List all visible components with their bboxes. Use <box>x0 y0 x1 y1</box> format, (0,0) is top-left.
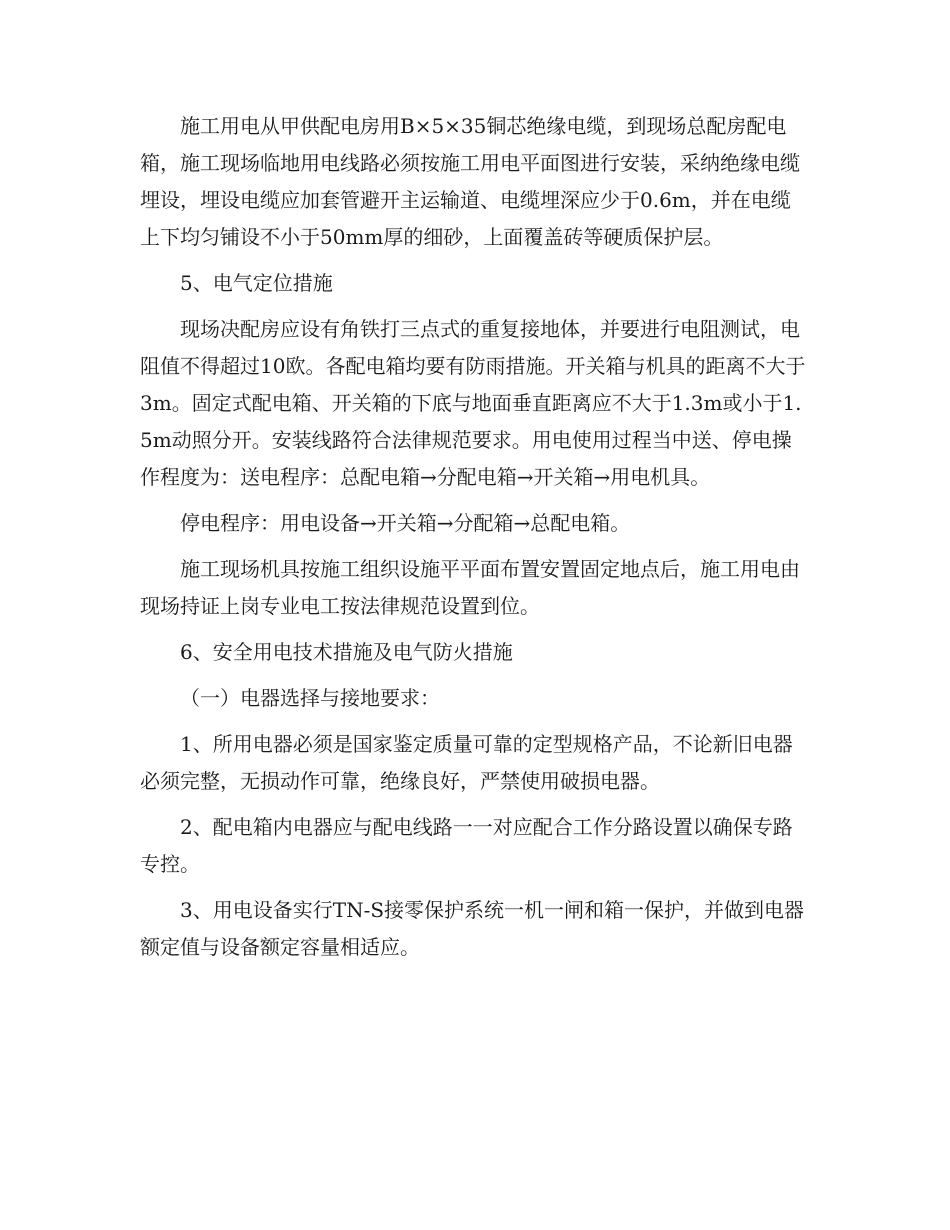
list-item-2: 2、配电箱内电器应与配电线路一一对应配合工作分路设置以确保专路专控。 <box>140 815 793 876</box>
list-item-3: 3、用电设备实行TN-S接零保护系统一机一闸和箱一保护，并做到电器额定值与设备额定容量相适应。 <box>140 898 805 959</box>
paragraph-equipment-placement: 施工现场机具按施工组织设施平平面布置安置固定地点后，施工用电由现场持证上岗专业电工按法律规范设置到位。 <box>140 557 800 618</box>
list-item-1: 1、所用电器必须是国家鉴定质量可靠的定型规格产品，不论新旧电器必须完整，无损动作可靠，绝缘良好，严禁使用破损电器。 <box>140 732 793 793</box>
heading-electrical-positioning: 5、电气定位措施 <box>180 271 333 295</box>
paragraph-grounding-and-switching: 现场决配房应设有角铁打三点式的重复接地体，并要进行电阻测试，电阻值不得超过10欧。各配电箱均要有防雨措施。开关箱与机具的距离不大于3m。固定式配电箱、开关箱的下底与地面垂直距离应不大于1.3m或小于1.5m动照分开。安装线路符合法律规范要求。用电使用过程当中送、停电操作程度为：送电程序：总配电箱→分配电箱→开关箱→用电机具。 <box>140 317 806 489</box>
subheading-appliance-selection: （一）电器选择与接地要求： <box>180 686 440 710</box>
paragraph-cable-laying: 施工用电从甲供配电房用B×5×35铜芯绝缘电缆，到现场总配房配电箱，施工现场临地用电线路必须按施工用电平面图进行安装，采纳绝缘电缆埋设，埋设电缆应加套管避开主运输道、电缆埋深应少于0.6m，并在电缆上下均匀铺设不小于50mm厚的细砂，上面覆盖砖等硬质保护层。 <box>140 114 800 249</box>
paragraph-power-off-sequence: 停电程序：用电设备→开关箱→分配箱→总配电箱。 <box>180 511 631 535</box>
heading-safety-measures: 6、安全用电技术措施及电气防火措施 <box>180 640 513 664</box>
